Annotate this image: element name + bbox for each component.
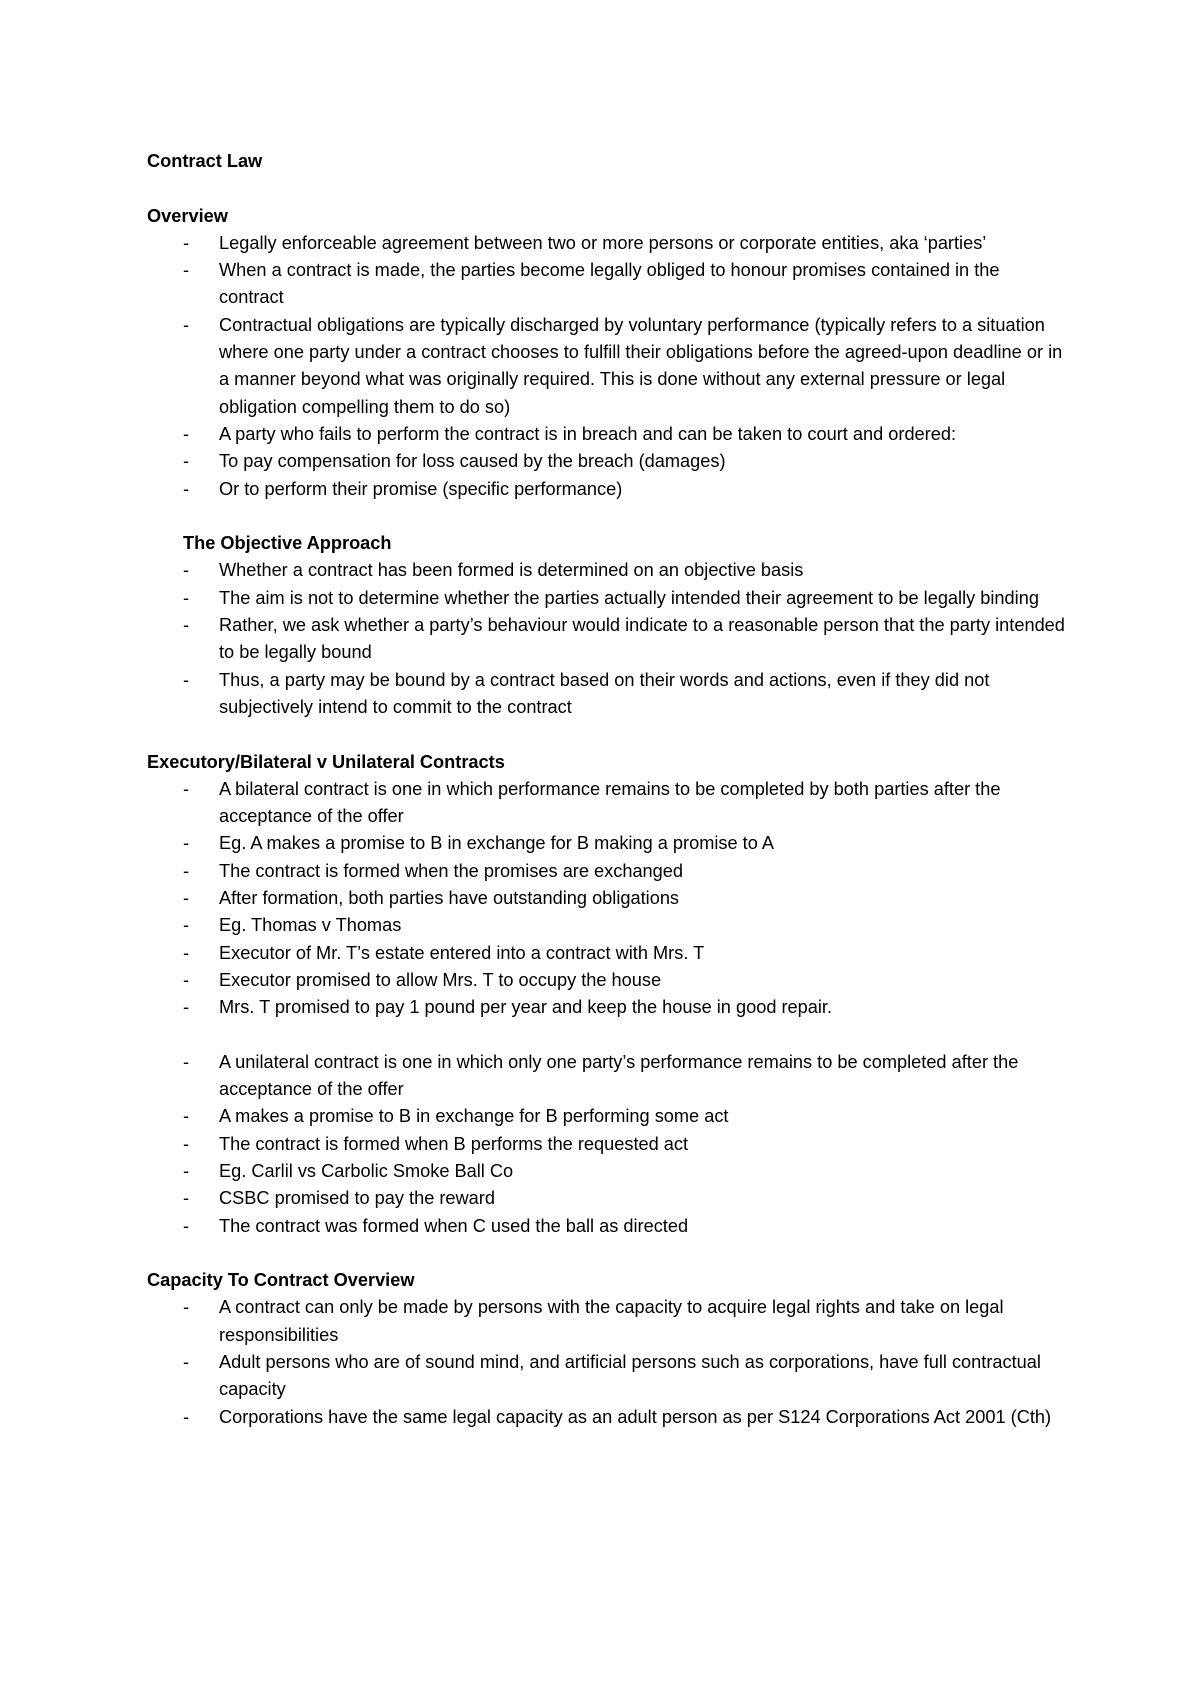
section: [147, 530, 1067, 721]
dash-bullet-icon: -: [183, 1215, 190, 1236]
bullet-text: The contract is formed when B performs the requested act: [219, 1133, 689, 1154]
dash-bullet-icon: -: [183, 560, 190, 581]
bullet-list: [147, 776, 1067, 1022]
bullet-text: The contract was formed when C used the ball as directed: [219, 1215, 689, 1236]
bullet-item: [147, 612, 1067, 667]
bullet-text: To pay compensation for loss caused by the breach (damages): [219, 451, 726, 472]
bullet-item: [147, 967, 1067, 994]
bullet-text: The contract is formed when the promises are exchanged: [219, 860, 684, 881]
section-heading: The Objective Approach: [183, 533, 392, 554]
bullet-text: Eg. Thomas v Thomas: [219, 915, 402, 936]
paragraph-gap: [147, 1022, 1067, 1049]
bullet-text: A bilateral contract is one in which performance remains to be completed by both parties after the acceptance of the offer: [219, 778, 1001, 827]
bullet-item: [147, 476, 1067, 503]
bullet-text: Thus, a party may be bound by a contract based on their words and actions, even if they did not subjectively intend to commit to the contract: [219, 669, 990, 717]
dash-bullet-icon: -: [183, 997, 190, 1018]
bullet-item: [147, 885, 1067, 912]
bullet-item: [147, 1404, 1067, 1431]
bullet-text: A contract can only be made by persons with the capacity to acquire legal rights and take on legal responsibilities: [219, 1297, 1004, 1345]
bullet-item: [147, 1158, 1067, 1185]
section-heading: Overview: [147, 205, 228, 226]
bullet-text: The aim is not to determine whether the parties actually intended their agreement to be legally binding: [219, 587, 1039, 608]
bullet-item: [147, 257, 1067, 312]
bullet-item: [147, 1213, 1067, 1240]
dash-bullet-icon: -: [183, 587, 190, 608]
bullet-item: [147, 858, 1067, 885]
bullet-item: [147, 448, 1067, 475]
bullet-text: After formation, both parties have outstanding obligations: [219, 888, 680, 909]
dash-bullet-icon: -: [183, 915, 190, 936]
bullet-text: CSBC promised to pay the reward: [219, 1188, 495, 1209]
bullet-item: [147, 585, 1067, 612]
bullet-text: Eg. A makes a promise to B in exchange for B making a promise to A: [219, 833, 775, 854]
bullet-item: [147, 1294, 1067, 1349]
bullet-item: [147, 1185, 1067, 1212]
section: [147, 1267, 1067, 1431]
bullet-text: A unilateral contract is one in which only one party’s performance remains to be completed after the acceptance of the offer: [219, 1051, 1019, 1100]
bullet-text: A party who fails to perform the contract is in breach and can be taken to court and ordered:: [219, 423, 957, 444]
bullet-item: [147, 776, 1067, 831]
dash-bullet-icon: -: [183, 778, 190, 799]
document-title: Contract Law: [147, 151, 263, 171]
bullet-text: Rather, we ask whether a party’s behaviour would indicate to a reasonable person that the party intended to be legally bound: [219, 615, 1065, 663]
dash-bullet-icon: -: [183, 1133, 190, 1154]
dash-bullet-icon: -: [183, 1051, 190, 1072]
section: [147, 749, 1067, 1240]
bullet-item: [147, 1049, 1067, 1104]
dash-bullet-icon: -: [183, 1352, 190, 1373]
dash-bullet-icon: -: [183, 423, 190, 444]
bullet-text: Executor promised to allow Mrs. T to occupy the house: [219, 969, 662, 990]
dash-bullet-icon: -: [183, 260, 190, 281]
dash-bullet-icon: -: [183, 888, 190, 909]
dash-bullet-icon: -: [183, 478, 190, 499]
section-heading: Capacity To Contract Overview: [147, 1270, 415, 1291]
bullet-list: [147, 1294, 1067, 1430]
bullet-item: [147, 1349, 1067, 1404]
dash-bullet-icon: -: [183, 969, 190, 990]
section: [147, 203, 1067, 503]
dash-bullet-icon: -: [183, 451, 190, 472]
dash-bullet-icon: -: [183, 860, 190, 881]
bullet-item: [147, 312, 1067, 421]
bullet-text: Corporations have the same legal capacity as an adult person as per S124 Corporations Act 2001 (Cth): [219, 1406, 1052, 1427]
bullet-text: Adult persons who are of sound mind, and artificial persons such as corporations, have full contractual capacity: [219, 1352, 1041, 1400]
bullet-item: [147, 830, 1067, 857]
bullet-item: [147, 421, 1067, 448]
dash-bullet-icon: -: [183, 1160, 190, 1181]
dash-bullet-icon: -: [183, 669, 190, 690]
bullet-item: [147, 940, 1067, 967]
bullet-list: [147, 230, 1067, 503]
section-heading: Executory/Bilateral v Unilateral Contracts: [147, 751, 505, 772]
document-body: [147, 148, 1067, 1458]
dash-bullet-icon: -: [183, 1406, 190, 1427]
dash-bullet-icon: -: [183, 1297, 190, 1318]
bullet-item: [147, 1103, 1067, 1130]
dash-bullet-icon: -: [183, 615, 190, 636]
bullet-list: [147, 1049, 1067, 1240]
bullet-text: Executor of Mr. T’s estate entered into a contract with Mrs. T: [219, 942, 705, 963]
bullet-item: [147, 912, 1067, 939]
dash-bullet-icon: -: [183, 232, 190, 253]
dash-bullet-icon: -: [183, 314, 190, 335]
bullet-item: [147, 230, 1067, 257]
bullet-item: [147, 667, 1067, 722]
bullet-item: [147, 1131, 1067, 1158]
dash-bullet-icon: -: [183, 942, 190, 963]
bullet-item: [147, 994, 1067, 1021]
bullet-text: A makes a promise to B in exchange for B performing some act: [219, 1106, 729, 1127]
document-sections: [147, 203, 1067, 1431]
dash-bullet-icon: -: [183, 1188, 190, 1209]
bullet-text: Mrs. T promised to pay 1 pound per year and keep the house in good repair.: [219, 997, 833, 1018]
bullet-text: Or to perform their promise (specific performance): [219, 478, 623, 499]
bullet-item: [147, 557, 1067, 584]
dash-bullet-icon: -: [183, 833, 190, 854]
bullet-text: Legally enforceable agreement between two or more persons or corporate entities, aka ‘parties’: [219, 232, 987, 253]
dash-bullet-icon: -: [183, 1106, 190, 1127]
bullet-text: Whether a contract has been formed is determined on an objective basis: [219, 560, 804, 581]
bullet-text: Eg. Carlil vs Carbolic Smoke Ball Co: [219, 1160, 514, 1181]
bullet-text: Contractual obligations are typically discharged by voluntary performance (typically refers to a situation where one party under a contract chooses to fulfill their obligations before the agreed-upon deadline or in a manner beyond what was originally required. This is done without any external pressure or legal obligation compelling them to do so): [219, 314, 1063, 417]
bullet-list: [147, 557, 1067, 721]
bullet-text: When a contract is made, the parties become legally obliged to honour promises contained in the contract: [219, 260, 1000, 308]
